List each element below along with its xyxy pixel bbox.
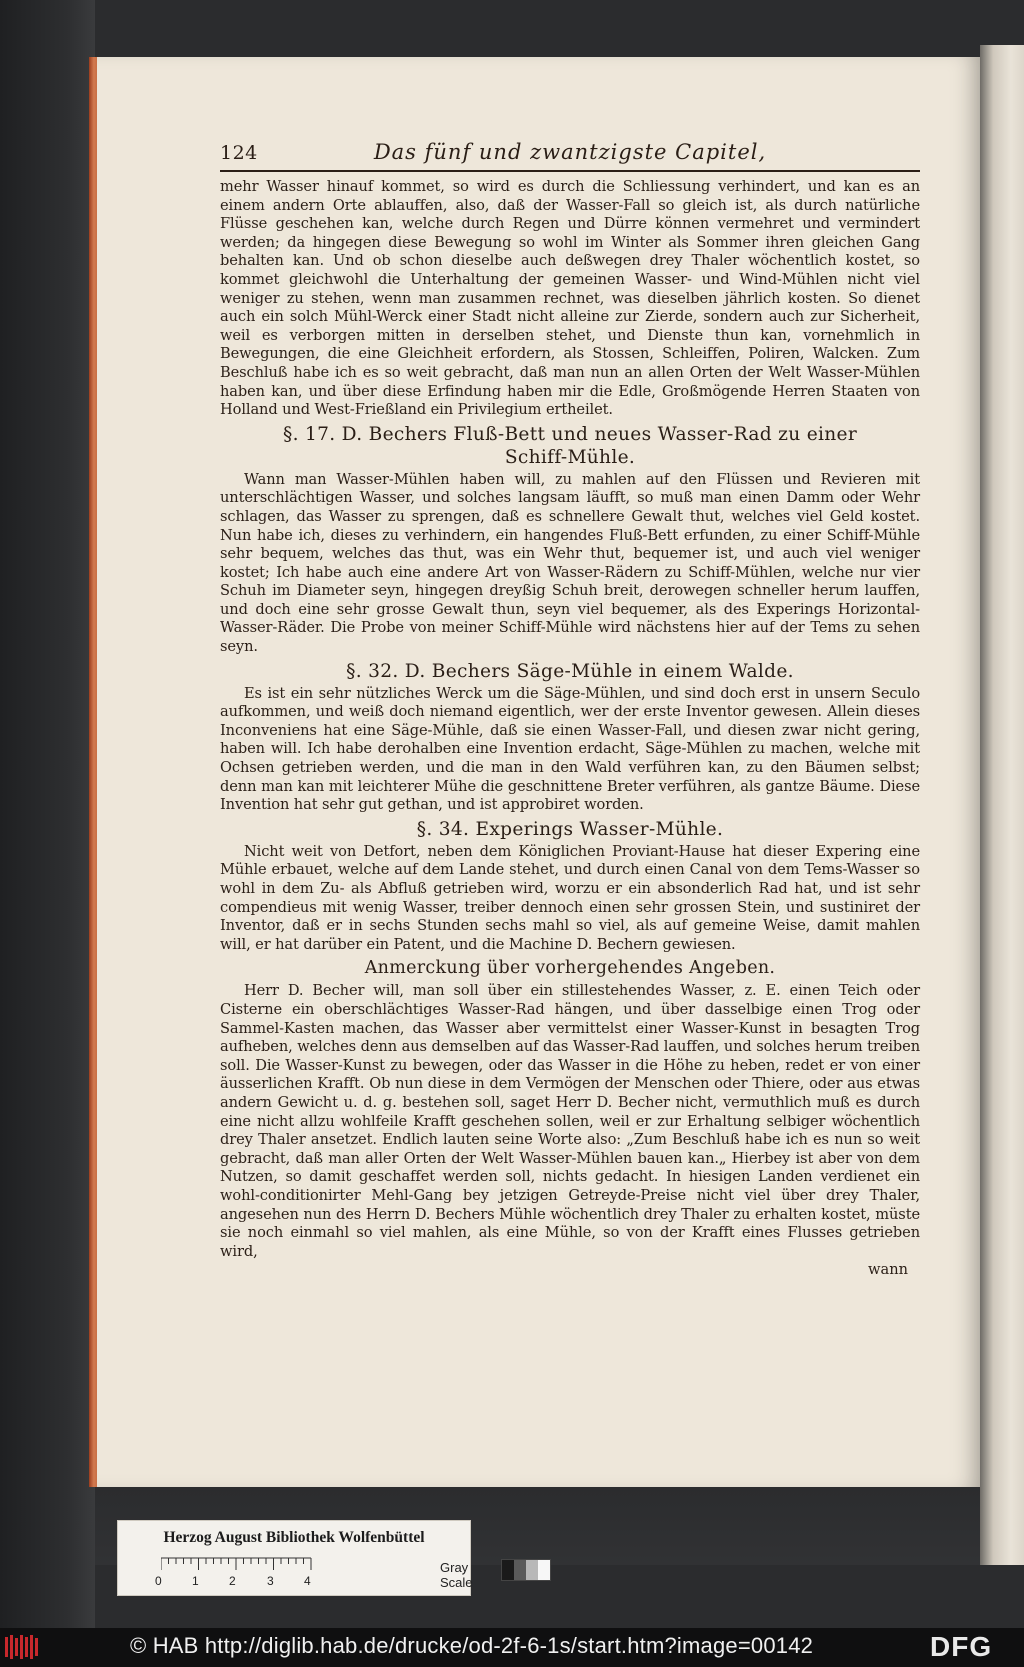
hab-logo-icon — [4, 1634, 42, 1660]
catchword: wann — [868, 1261, 908, 1279]
page-text-block — [220, 138, 920, 1279]
scale-number-0: 0 — [155, 1574, 162, 1588]
running-head — [220, 138, 920, 172]
scale-numbers — [155, 1574, 325, 1590]
library-color-card — [117, 1520, 471, 1596]
scale-number-2: 2 — [229, 1574, 236, 1588]
paragraph-2: Wann man Wasser-Mühlen haben will, zu mahlen auf den Flüssen und Revieren mit unterschlächtigen Wasser, und solches langsam läufft, so muß man einen Damm oder Wehr schlagen, das Wasser zu sprengen, daß es schnellere Gewalt thut, welches viel Geld kostet. Nun habe ich, dieses zu verhindern, ein hangendes Fluß-Bett erfunden, zu einer Schiff-Mühle sehr bequem, welches das thut, was ein Wehr thut, bequemer ist, und auch viel weniger kostet; Ich habe auch eine andere Art von Wasser-Rädern zu Schiff-Mühlen, welche nur vier Schuh im Diameter seyn, hingegen dreyßig Schuh breit, derowegen schneller herum lauffen, und doch eine sehr grosse Gewalt thun, seyn viel bequemer, als des Experings Horizontal-Wasser-Räder. Die Probe von meiner Schiff-Mühle wird nächstens hier auf der Tems zu sehen seyn. — [220, 470, 920, 656]
swatch-dark-gray — [514, 1560, 526, 1580]
section-heading-17 — [220, 423, 920, 469]
paragraph-3: Es ist ein sehr nützliches Werck um die Säge-Mühlen, und sind doch erst in unsern Seculo aufkommen, und weiß doch niemand eigentlich, wer der erste Inventor gewesen. Allein dieses Inconveniens hat eine Säge-Mühle, daß sie einen Wasser-Fall, und diesen zwar nicht gering, haben will. Ich habe derohalben eine Invention erdacht, Säge-Mühlen zu machen, welche mit Ochsen getrieben werden, und die man in den Wald verführen kan, zu den Bäumen selbst; denn man kan mit leichterer Mühe die geschnittene Breter verführen, als gantze Bäume. Diese Invention hat sehr gut gethan, und ist approbiret worden. — [220, 684, 920, 814]
section-heading-17-line1: §. 17. D. Bechers Fluß-Bett und neues Wasser-Rad zu einer — [282, 423, 858, 445]
page-number: 124 — [220, 142, 258, 164]
swatch-light-gray — [526, 1560, 538, 1580]
gray-scale-swatch — [501, 1559, 551, 1581]
gray-scale-label: Gray Scale — [440, 1560, 473, 1590]
swatch-white — [538, 1560, 550, 1580]
section-heading-32: §. 32. D. Bechers Säge-Mühle in einem Walde. — [346, 660, 794, 682]
swatch-black — [502, 1560, 514, 1580]
scale-number-1: 1 — [192, 1574, 199, 1588]
scale-number-3: 3 — [267, 1574, 274, 1588]
scanner-background — [0, 0, 95, 1667]
scale-number-4: 4 — [304, 1574, 311, 1588]
page-red-edge — [89, 57, 97, 1487]
paragraph-5: Herr D. Becher will, man soll über ein stillestehendes Wasser, z. E. einen Teich oder Cisterne ein oberschlächtiges Wasser-Rad hängen, und über dasselbige einen Trog oder Sammel-Kasten machen, das Wasser aber vermittelst einer Wasser-Kunst in besagten Trog aufheben, welches denn aus demselben auf das Wasser-Rad lauffen, und solches herum treiben soll. Die Wasser-Kunst zu bewegen, oder das Wasser in die Höhe zu heben, redet er von einer äusserlichen Krafft. Ob nun diese in dem Vermögen der Menschen oder Thiere, oder aus etwas andern Gewicht u. d. g. bestehen soll, saget Herr D. Becher nicht, vermuthlich muß es durch eine nicht allzu wohlfeile Krafft geschehen sollen, weil er zur Erhaltung selbiger wöchentlich drey Thaler ansetzet. Endlich lauten seine Worte also: „Zum Beschluß habe ich es nun so weit gebracht, daß man aller Orten der Welt Wasser-Mühlen bauen kan.„ Hierbey ist aber von dem Nutzen, so damit geschaffet werden soll, nichts gedacht. In hiesigen Landen verdienet ein wohl-conditionirter Mehl-Gang bey jetzigen Getreyde-Preise nicht viel über drey Thaler, angesehen nun des Herrn D. Bechers Mühle wöchentlich drey Thaler zu erhalten kostet, müste sie noch einmahl so viel mahlen, als eine Mühle, so von der Krafft eines Flusses getrieben wird, — [220, 982, 920, 1260]
adjacent-page-edge — [980, 45, 1024, 1565]
chapter-title: Das fünf und zwantzigste Capitel, — [373, 140, 767, 164]
section-heading-34: §. 34. Experings Wasser-Mühle. — [416, 818, 724, 840]
library-name: Herzog August Bibliothek Wolfenbüttel — [163, 1529, 425, 1546]
copyright-link[interactable]: © HAB http://diglib.hab.de/drucke/od-2f-6-1s/start.htm?image=00142 — [130, 1633, 814, 1658]
paragraph-4: Nicht weit von Detfort, neben dem Königlichen Proviant-Hause hat dieser Expering eine Mühle erbauet, welche auf dem Lande stehet, und durch einen Canal von dem Tems-Wasser so wohl in dem Zu- als Abfluß getrieben wird, worzu er ein absonderlich Rad hat, und ist sehr compendieus mit wenig Wasser, treiber dennoch einen sehr grossen Stein, und sustiniret der Inventor, daß er in sechs Stunden sechs mahl so viel, als auf gemeine Weise, damit mahlen will, er hat darüber ein Patent, und die Machine D. Bechern gewiesen. — [220, 842, 920, 953]
paragraph-1: mehr Wasser hinauf kommet, so wird es durch die Schliessung verhindert, und kan es an einem andern Orte ablauffen, also, daß der Wasser-Fall so gleich ist, als durch natürliche Flüsse geschehen kan, welche durch Regen und Dürre können vermehret und vermindert werden; da hingegen diese Bewegung so wohl im Winter als Sommer ihren gleichen Gang behalten kan. Und ob schon dieselbe auch deßwegen drey Thaler wöchentlich kostet, so kommet gleichwohl die Unterhaltung der gemeinen Wasser- und Wind-Mühlen nicht viel weniger zu stehen, wenn man zusammen rechnet, was dieselben jährlich kosten. So dienet auch ein solch Mühl-Werck einer Stadt nicht alleine zur Zierde, sondern auch zur Sicherheit, weil es verborgen mitten in derselben stehet, und Dienste thun kan, vornehmlich in Bewegungen, die eine Gleichheit erfordern, als Stossen, Schleiffen, Poliren, Walcken. Zum Beschluß habe ich es so weit gebracht, daß man nun an allen Orten der Welt Wasser-Mühlen haben kan, und über diese Erfindung haben mir die Edle, Großmögende Herren Staaten von Holland und West-Frießland ein Privilegium ertheilet. — [220, 178, 920, 419]
dfg-logo: DFG — [930, 1631, 993, 1662]
annotation-heading: Anmerckung über vorhergehendes Angeben. — [364, 958, 776, 979]
section-heading-17-line2: Schiff-Mühle. — [504, 446, 636, 468]
